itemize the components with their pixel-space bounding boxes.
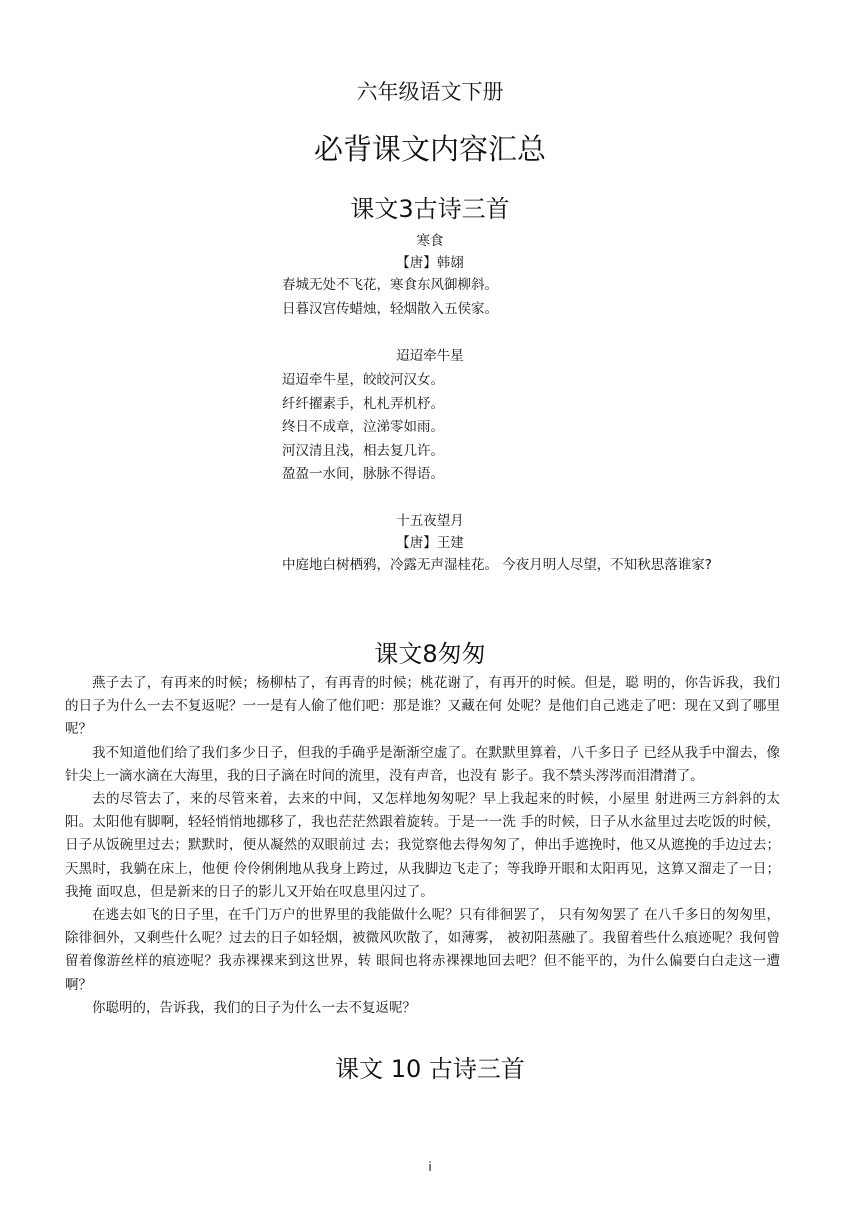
poem-name: 迢迢牵牛星: [396, 348, 464, 364]
poem-line: 迢迢牵牛星，皎皎河汉女。: [282, 372, 444, 388]
poem-lines: [282, 274, 860, 321]
main-title: 必背课文内容汇总: [313, 132, 546, 166]
page-number: i: [428, 1160, 432, 1174]
poem-lines: [282, 369, 860, 487]
poem-line: 终日不成章，泣涕零如雨。: [282, 419, 444, 435]
grade-title: 六年级语文下册: [356, 80, 504, 104]
poem-hanshi: [0, 230, 860, 321]
paragraph: 去的尽管去了，来的尽管来着，去来的中间，又怎样地匆匆呢？早上我起来的时候，小屋里 射进两三方斜斜的太阳。太阳他有脚啊，轻轻悄悄地挪移了，我也茫茫然跟着旋转。于是一一洗 手的时候，日子从水盆里过去吃饭的时候，日子从饭碗里过去；默默时，便从凝然的双眼前过 去；我觉察他去得匆匆了，伸出手遮挽时，他又从遮挽的手边过去；天黑时，我躺在床上，他便 伶伶俐俐地从我身上跨过，从我脚边飞走了；等我睁开眼和太阳再见，这算又溜走了一日；我掩 面叹息，但是新来的日子的影儿又开始在叹息里闪过了。: [65, 791, 780, 900]
paragraph: 我不知道他们给了我们多少日子，但我的手确乎是渐渐空虚了。在默默里算着，八千多日子 已经从我手中溜去，像针尖上一滴水滴在大海里，我的日子滴在时间的流里，没有声音，也没有 影子。我不禁头涔涔而泪潸潸了。: [65, 744, 780, 784]
lesson8-text: [65, 672, 780, 1020]
poem-line: 中庭地白树栖鸦，冷露无声湿桂花。 今夜月明人尽望，不知秋思落谁家?: [282, 557, 712, 573]
poem-lines: [282, 554, 860, 578]
poem-line: 纤纤擢素手，札札弄机杼。: [282, 395, 444, 412]
poem-shiwuye: [0, 510, 860, 578]
poem-line: 河汉清且浅，相去复几许。: [282, 442, 444, 459]
poem-name: 十五夜望月: [396, 513, 464, 529]
paragraph: 燕子去了，有再来的时候；杨柳枯了，有再青的时候；桃花谢了，有再开的时候。但是，聪 明的，你告诉我，我们的日子为什么一去不复返呢？一一是有人偷了他们吧：那是谁？又藏在何 处呢？是他们自己逃走了吧：现在又到了哪里呢？: [65, 675, 780, 738]
paragraph: 你聪明的，告诉我，我们的日子为什么一去不复返呢？: [92, 999, 416, 1016]
poem-line: 春城无处不飞花，寒食东风御柳斜。: [282, 277, 498, 293]
poem-author: 【唐】王建: [396, 535, 464, 551]
paragraph: 在逃去如飞的日子里，在千门万户的世界里的我能做什么呢？只有徘徊罢了， 只有匆匆罢了 在八千多日的匆匆里，除徘徊外，又剩些什么呢？过去的日子如轻烟，被微风吹散了，如薄雾， 被初阳蒸融了。我留着些什么痕迹呢？我何曾留着像游丝样的痕迹呢？我赤裸裸来到这世界，转 眼间也将赤裸裸地回去吧？但不能平的，为什么偏要白白走这一遭啊？: [65, 907, 780, 993]
poem-tiaotiao: [0, 345, 860, 487]
poem-line: 日暮汉宫传蜡烛，轻烟散入五侯家。: [282, 300, 498, 317]
lesson8-title: 课文8匆匆: [374, 640, 486, 668]
lesson3-title: 课文3古诗三首: [350, 195, 510, 223]
lesson10-title: 课文 10 古诗三首: [335, 1055, 525, 1083]
poem-author: 【唐】韩翃: [396, 255, 464, 271]
poem-name: 寒食: [416, 233, 444, 249]
poem-line: 盈盈一水间，脉脉不得语。: [282, 466, 444, 482]
